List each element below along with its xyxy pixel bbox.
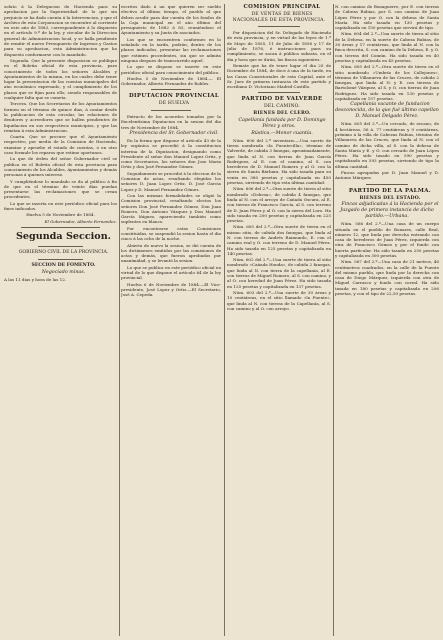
lot-item: Núm. 605 del 2.º—Un cercado, de secano, de 4 hectáreas, 56 á. 77 centiáreas y 9 centiáreas, próximo á la villa de Cabezas Rubias, término de Villanueva de las Cruces, que linda al N. con el camino de dicha villa, al S. con la dehesa de Santa María y E. y O. con cercado de Juan Lópes Pérez. Ha sido tasado en 590 pesetas y capitalizado en 593 pesetas, sirviendo de tipo la última cantidad. bbox=[335, 121, 439, 169]
signature: Huelva 6 de Noviembre de 1884.—El Vice-presidente, José Lopez y Ortiz.—El Secretario, José A. Cepeda. bbox=[121, 281, 221, 298]
government-heading: GOBIERNO CIVIL DE LA PROVINCIA. bbox=[18, 249, 109, 255]
divider bbox=[21, 227, 100, 228]
divider bbox=[38, 246, 83, 247]
paragraph: Y cumpliéndose lo mandado se da al público á fin de que en el término de veinte dias puedan presentarse las reclamaciones que se crean procedentes. bbox=[4, 178, 117, 200]
lot-item: Núm. 566 del 2.º—Una casa de un cuerpo situada en el pueblo de Bonares, calle Real, número 12, que linda por derecha entrando con casa de herederos de Juan Pérez, izquierda con otra de Francisco Gómez y por el fondo con huerta particular. Ha sido tasada en 250 pesetas y capitalizada en 300 pesetas. bbox=[335, 221, 439, 258]
lot-item: Núm. 606 del 2.º—Otra suerte de tierra al sitio nombrado «Dehesa», de cabida 4 fanegas, que linda al N. con el arroyo de Cañada Oscura, al E. con tierras de Francisco García, al S. con terreno de D. Juan Pérez y al O. con la sierra del Loro. Ha sido tasada en 200 pesetas y capitalizada en 225 pesetas. bbox=[227, 186, 331, 224]
paragraph: Extracto de los acuerdos tomados por la Excelentísima Diputacion en la sesion del dia tres de Noviembre de 1884. bbox=[121, 114, 221, 130]
column-rule bbox=[119, 4, 120, 636]
divider bbox=[366, 184, 408, 185]
paragraph: Seguidamente se procedió á la eleccion de la Comision de actas, resultando elegidos los señores D. Juan Lopez Ortiz, D. José Garcia Lopez y D. Manuel Fernandez Gómez. bbox=[121, 170, 221, 192]
chaplaincy-heading: Capellanía fundada por D. Domingo Pérez y otros. bbox=[238, 117, 326, 129]
divider bbox=[258, 92, 300, 93]
divider bbox=[258, 26, 300, 27]
column-1 bbox=[4, 4, 117, 636]
paragraph: Lo que se publica en este periódico oficial en virtud de lo que dispone el artículo 64 de la ley provincial. bbox=[121, 264, 221, 281]
chaplaincy-heading: Capellanía vacante de fundacion desconocida, de la que fué último capellan D. Manuel Delgado Pérez. bbox=[335, 102, 439, 120]
paragraph: Cuarta. Que se procure que el Ayuntamiento respectivo, por medio de la Comision de Hacienda, examine y apruebe el estado de cuentas, ó en otro caso formule los reparos que estime oportunos. bbox=[4, 134, 117, 156]
lot-item: Núm. 602 del 2.º—Una suerte de tierra al sitio nombrado «Cañada Honda», de cabida 2 fanegas, que linda al N. con tierra de la capellanía, al E. con tierras de Miguel Romero, al S. con camino, y al O. con heredad de Juan Pérez. Ha sido tasada en 125 pesetas y capitalizada en 137 pesetas. bbox=[227, 257, 331, 289]
presidency-heading: Presidencia del Sr. Gobernador civil. bbox=[129, 130, 219, 136]
lot-item: Núm. 605 del 2.º—Otra suerte de tierra en el sitio nombrado «Umbría de los Callejones», término de Villanueva de las Cruces, de cabida 2 fanegas, que linda al N. y E. con tierras de Bartolomé Vázquez, al S. y O. con tierras de Juan Rodriguez. Ha sido tasada en 130 pesetas y capitalizada en 157 pesetas. bbox=[335, 64, 439, 102]
divider bbox=[151, 89, 191, 90]
paragraph: Lo que se dispone se inserte en este periódico oficial para conocimiento del público. bbox=[121, 64, 221, 75]
district-subheading: DEL CAMINO. bbox=[263, 104, 301, 110]
paragraph: Tercera. Que los Secretarios de los Ayuntamientos formen en el término de quince dias, á contar desde la publicacion de esta circular, las relaciones de deudores y acreedores que se hallen pendientes de liquidacion en sus respectivos municipios, y que las remitan á esta Administracion. bbox=[4, 101, 117, 133]
column-rule bbox=[224, 4, 225, 636]
lot-item: Núm. 567 del 2.º—Una casa de 21 metros, 46 centímetros cuadrados, en la calle de la Fuente del mismo pueblo, que linda por la derecha con casa de Diego Márquez, izquierda con otra de Miguel Carrasco y fondo con corral. Ha sido tasada en 180 pesetas y capitalizada en 206 pesetas, y con el tipo de 22,50 pesetas. bbox=[335, 259, 439, 297]
paragraph: Huelva 5 de Noviembre de 1884.— El Gobernador, Alberto Fernandez de Robles. bbox=[121, 75, 221, 87]
paragraph: En la forma que dispone el artículo 43 de la ley orgánica se procedió á la constitucion interina de la Diputacion, designando como Presidente al señor don Manuel Lopez Ortiz, y como Secretarios, los señores don Jose Maria Ortiz y don José Fernandez Gómez. bbox=[121, 137, 221, 170]
paragraph: Con las mismas formalidades se eligió la Comision provincial, resultando electos los señores Don José Fernandez Gómez, Don Juan Romero, Don Antonio Vázquez y Don Manuel García Iñiguez, apareciendo también como suplentes en blanco. bbox=[121, 192, 221, 225]
paragraph: Fincas agrupadas por D. Juan Manuel y D. Antonio Márquez. bbox=[335, 170, 439, 181]
paragraph: soluto á la Delegacion de Hacienda para su aprobacion por la Superioridad: de lo que sin perjuicio se ha dado cuenta á la Intervencion, y que el Archivo de esta Corporacion se encuentre al corriente en este año de 1883, correspondiente á lo dispuesto en el artículo 9.º de la ley, y circular de la Direccion general de Administracion local, y se halla pendiente de remitir el nuevo Presupuesto de Ingresos y Gastos para su aprobacion, esta Administracion que ha dispuesto conformarse con lo mandado. bbox=[4, 4, 117, 57]
district-heading: PARTIDO DE VALVERDE bbox=[241, 96, 323, 103]
paragraph: Por disposicion del Sr. Delegado de Hacienda de esta provincia, y en virtud de las leyes de 1.º de Mayo de 1855, 11 de Julio de 1856 y 17 de Julio de 1876, é instrucciones para su cumplimiento, se sacan á pública subasta, en el dia y hora que se dirán, las fincas siguientes: bbox=[227, 30, 331, 62]
column-4 bbox=[335, 4, 439, 636]
district-heading: PARTIDO DE LA PALMA. bbox=[348, 187, 432, 194]
paragraph: Segunda. Que la presente disposicion se publique en el Boletin oficial de esta provincia, para conocimiento de todos los señores Alcaldes y Ayuntamientos de la misma, en los cuales debe tener lugar la presentacion de las cuentas municipales del año económico expresado, y el cumplimiento de los plazos que se fijan para ello, siendo responsables de cualquier falta que se cometa. bbox=[4, 57, 117, 101]
divider bbox=[151, 110, 191, 111]
column-2 bbox=[121, 4, 221, 636]
column-3 bbox=[227, 4, 331, 636]
department-heading: SECCION DE FOMENTO. bbox=[31, 262, 96, 268]
category-heading: Fincas adjudicadas á la Hacienda por el Juzgado de primera instancia de dicho partido.—Urbana. bbox=[340, 202, 439, 220]
signature-place: Huelva 5 de Noviembre de 1884. bbox=[26, 212, 95, 218]
paragraph: Abierta de nuevo la sesion, se dió cuenta de los dictámenes emitidos por las comisiones de actas y demás, que fueron aprobados por unanimidad, y se levantó la sesion. bbox=[121, 242, 221, 264]
paragraph: Remate que ha de tener lugar el dia 25 de Diciembre de 1884, de doce á una de la tarde, en las Casas Consistoriales de esta Capital, ante el Sr. Juez de primera instancia de este partido y escribano D. Victoriano Madrid Castillo. bbox=[227, 62, 331, 90]
lot-item: Núm. 605 del 2.º—Otra suerte de tierra en el mismo sitio, de cabida dos fanegas, que linda al N. con tierras de Andrés Raimundo, E. con el camino real y O. con terreno de D. Manuel Pérez. Ha sido tasada en 125 pesetas y capitalizada en 140 pesetas. bbox=[227, 224, 331, 256]
paragraph: A las 11 dias y hora de las 12. bbox=[4, 276, 67, 282]
category-heading: Rústica.—Menor cuantía. bbox=[251, 130, 313, 136]
paragraph: N. con camino de Bonaguerre, por E. con tierras de Cabeza Rubias, por S. con camino de Juan Lópes Pérez y por O. con la dehesa de Santa María. Ha sido tasada en 130 pesetas y capitalizada en 150 pesetas que servirá de tipo. bbox=[335, 4, 439, 31]
signature-name: El Gobernador, Alberto Fernandez. bbox=[44, 218, 117, 224]
property-class-heading: BIENES DEL CLERO. bbox=[253, 111, 311, 117]
lot-item: Núm. 603 del 2.º—Una suerte de 30 áreas y 10 centiáreas, en el sitio llamado «la Fuente», que linda al N. con tierras de la Capellanía, al S. con camino y al O. con arroyo. bbox=[227, 289, 331, 311]
section-title: Segunda Seccion. bbox=[15, 230, 112, 242]
paragraph: Lo que se inserta en este periódico oficial para los fines indicados. bbox=[4, 200, 117, 211]
lot-item: Núm. 606 del 2.º inventario.—Una suerte de tierra nombrada «la Fuentecilla», término de Valverde, de cabida 3 fanegas, aproximadamente, que linda al N. con tierras de Juan García Rodriguez, al E. con el camino, al S. con herederos de D. Manuel Romero y al O. con la sierra de Santa Bárbara. Ha sido tasada para su venta en 380 pesetas y capitalizada en 450 pesetas, sirviendo de tipo esta última cantidad. bbox=[227, 137, 331, 186]
paragraph: Por encontrarse estas Comisiones constituidas, se suspendió la sesion hasta el dia cinco á las ocho de la noche. bbox=[121, 225, 221, 242]
department-subheading: Negociado minas. bbox=[41, 269, 86, 275]
section-heading: DIPUTACION PROVINCIAL bbox=[128, 93, 220, 100]
section-subheading: DE VENTAS DE BIENES NACIONALES DE ESTA PROVINCIA. bbox=[232, 12, 326, 23]
paragraph: Los que se encuentren conformes en lo señalado en la tarifa, podrán, dentro de los plazos indicados, presentar las reclamaciones que estimen procedentes, sin que se admita ninguna despues de transcurrido aquel. bbox=[121, 36, 221, 63]
column-rule bbox=[333, 4, 334, 636]
lot-item: Núm. 604 del 2.º—Una suerte de tierra al sitio de la Dehesa, en la suerte de Cabeza Rubias, de 30 áreas y 17 centiáreas, que linda al N. con la finca descrita, S. con camino de la Dehesa, E. y O. con tierras del Común. Ha sido tasada en 40 pesetas y capitalizada en 45 pesetas. bbox=[335, 31, 439, 63]
divider bbox=[38, 259, 83, 260]
property-class-heading: BIENES DEL ESTADO. bbox=[359, 195, 421, 201]
section-heading: COMISION PRINCIPAL bbox=[243, 4, 321, 10]
section-subheading: DE HUELVA bbox=[158, 101, 190, 107]
paragraph: Lo que de órden del señor Gobernador civil se publica en el Boletin oficial de esta provincia para conocimiento de los Alcaldes, Ayuntamientos y demás personas á quienes interese. bbox=[4, 156, 117, 178]
paragraph: escritos dado á un que quieren ser sueldo electivo al último tiempo, el pueblo al que deben acudir para dar cuenta de los fondos de la Caja municipal en el año último del presupuesto de 1882 á 83, reuniéndose el Ayuntamiento y su Junta de asociados. bbox=[121, 4, 221, 36]
